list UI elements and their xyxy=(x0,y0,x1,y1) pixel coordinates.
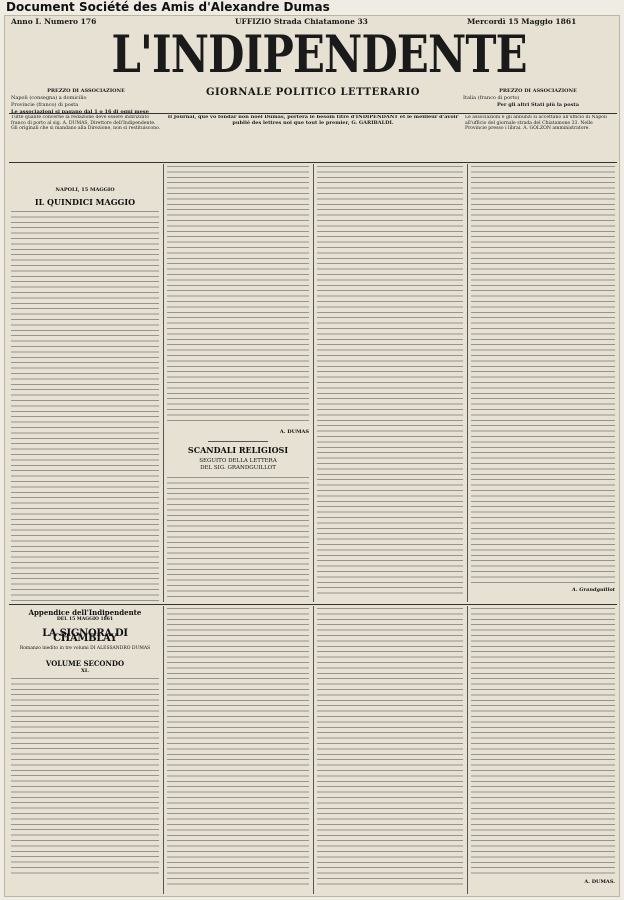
article-text xyxy=(167,477,309,597)
article-text xyxy=(167,166,309,424)
office-address: UFFIZIO Strada Chiatamone 33 xyxy=(235,17,368,26)
article-text xyxy=(317,166,463,596)
newspaper-page xyxy=(4,15,620,897)
feuilleton-volume: VOLUME SECONDO xyxy=(45,659,125,669)
separator xyxy=(208,441,268,442)
column-divider xyxy=(467,164,468,602)
feuilleton-column-1 xyxy=(11,608,159,894)
feuilleton-column-2 xyxy=(167,608,309,894)
price-line: Italia (franco di porto) xyxy=(463,95,520,101)
issue-number: Anno I. Numero 176 xyxy=(11,17,97,26)
feuilleton-text xyxy=(167,608,309,888)
feuilleton-date: DEL 15 MAGGIO 1861 xyxy=(56,617,114,623)
column-divider xyxy=(163,606,164,894)
article-signature: A. DUMAS xyxy=(279,429,309,435)
article-subtitle: SEGUITO DELLA LETTERA xyxy=(199,457,277,464)
column-divider xyxy=(163,164,164,602)
article-text xyxy=(471,166,615,584)
price-line: Per gli altri Stati più la posta xyxy=(497,102,579,108)
article-text xyxy=(11,211,159,601)
feuilleton-column-3 xyxy=(317,608,463,894)
notice-center: Il Journal, que vo fondar non noel Dumas, portera le besoin titre d'INDIPENDANT et le meilleur d'avoir publié des lettres noi que tout le premier, G. GARIBALDI. xyxy=(167,115,459,126)
price-line: Le associazioni si pagano dal 1 o 16 di ogni mese xyxy=(11,109,149,115)
feuilleton-signature: A. DUMAS. xyxy=(584,879,615,885)
feuilleton-title: LA SIGNORA DI CHAMBLAY xyxy=(42,627,128,645)
notice-right: Le associazioni e gli annunzi si accettano all'ufficio di Napoli all'ufficio del giornale strada del Chiatamone 33. Nelle Provincie presso i librai. A. GOLZON amministratore. xyxy=(465,115,607,132)
notice-left: Tutte quante concerne la redazione deve essere indirizzato franco di porto al sig. A. DUMAS, Direttore dell'Indipendente. Gli originali che si mandano alla Direzione, non si restituiscono. xyxy=(11,115,161,132)
rule-body xyxy=(9,162,617,163)
article-subtitle: DEL SIG. GRANDGUILLOT xyxy=(200,465,276,472)
price-line: Provincie (franco) di posta xyxy=(11,102,79,108)
feuilleton-text xyxy=(471,608,615,876)
article-title: SCANDALI RELIGIOSI xyxy=(187,445,289,456)
price-line: Napoli (consegna) a domicilio xyxy=(11,95,87,101)
price-box-right xyxy=(463,88,613,109)
feuilleton-column-4 xyxy=(471,608,615,894)
masthead-subtitle: GIORNALE POLITICO LETTERARIO xyxy=(205,87,421,98)
column-divider xyxy=(467,606,468,894)
article-column-1 xyxy=(11,166,159,602)
article-column-3 xyxy=(317,166,463,602)
article-title: IL QUINDICI MAGGIO xyxy=(34,197,136,208)
site-title-bar: Document Société des Amis d'Alexandre Dumas xyxy=(6,0,330,14)
feuilleton-chapter: XI. xyxy=(81,668,89,675)
article-column-4 xyxy=(471,166,615,602)
feuilleton-kicker: Appendice dell'Indipendente xyxy=(28,608,142,617)
rule-top xyxy=(9,113,617,114)
article-column-2 xyxy=(167,166,309,602)
feuilleton-text xyxy=(317,608,463,888)
price-heading-right: PREZZO DI ASSOCIAZIONE xyxy=(499,88,577,94)
issue-date: Mercordì 15 Maggio 1861 xyxy=(467,17,577,26)
article-dateline: NAPOLI, 15 MAGGIO xyxy=(55,187,115,193)
column-divider xyxy=(313,606,314,894)
feuilleton-text xyxy=(11,678,159,878)
feuilleton-rule xyxy=(9,604,617,605)
price-heading-left: PREZZO DI ASSOCIAZIONE xyxy=(47,88,125,94)
price-box-left xyxy=(11,88,161,116)
column-divider xyxy=(313,164,314,602)
article-signature: A. Grandguillot xyxy=(571,587,615,593)
feuilleton-author: Romanzo inedito in tre volumi DI ALESSANDRO DUMAS xyxy=(19,645,151,651)
masthead-title: L'INDIPENDENTE xyxy=(111,25,527,85)
